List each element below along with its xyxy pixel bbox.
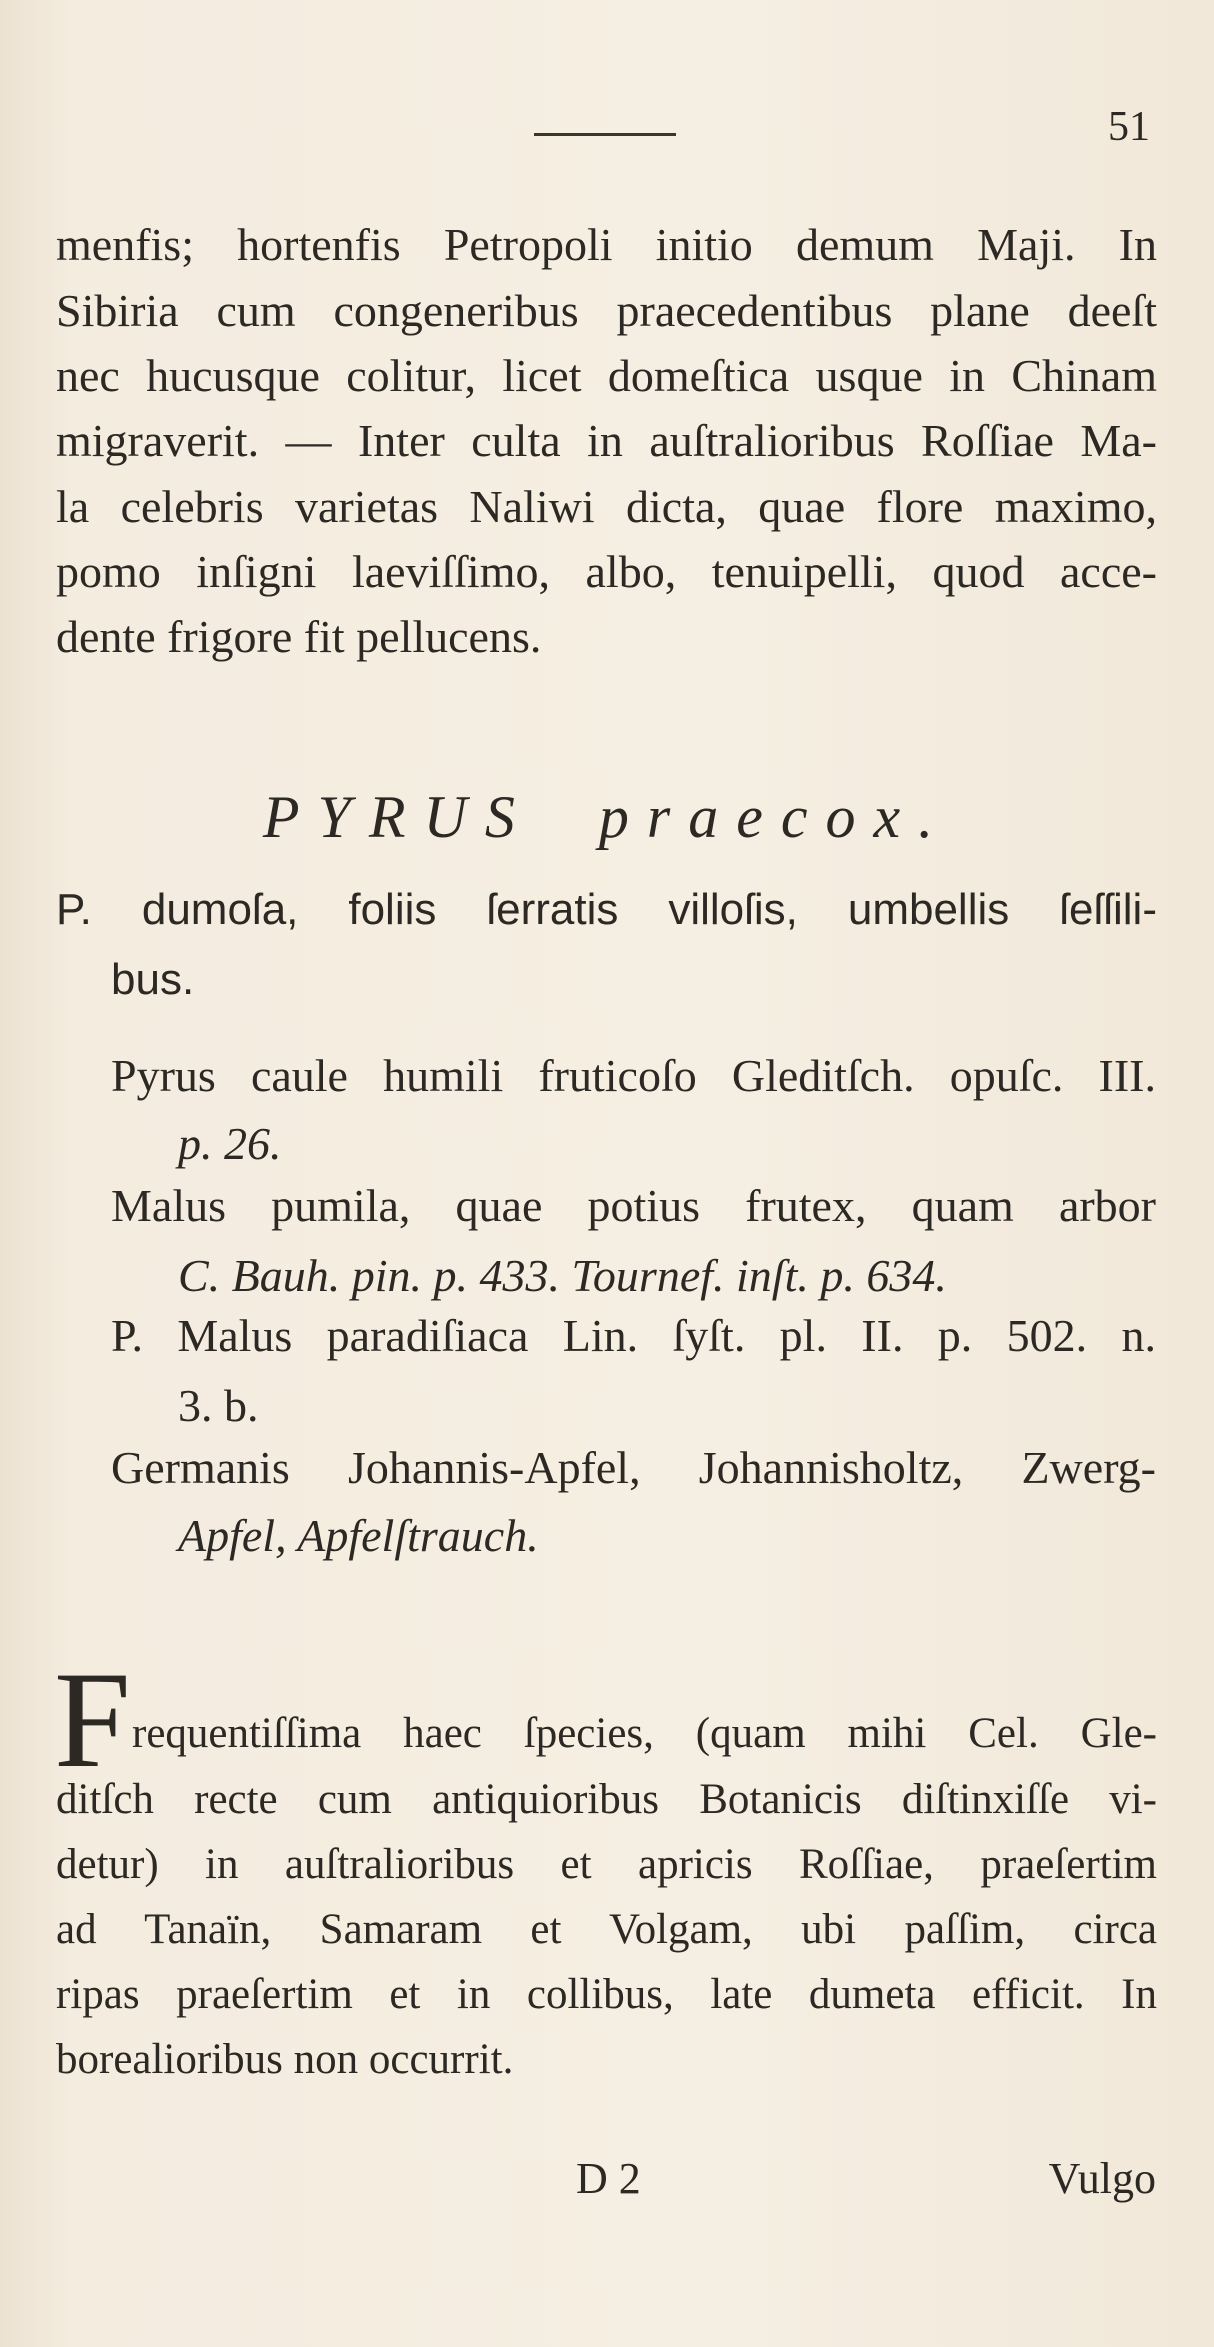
paragraph-line: ad Tanaïn, Samaram et Volgam, ubi paſſim, circa [56, 1906, 1157, 1953]
species-epithet: praecox. [598, 784, 952, 850]
text-line: nec hucusque colitur, licet domeſtica usque in Chinam [56, 350, 1157, 401]
text-line: la celebris varietas Naliwi dicta, quae flore maximo, [56, 481, 1157, 532]
paragraph-line: ripas praeſertim et in collibus, late dumeta efficit. In [56, 1971, 1157, 2018]
paragraph-line: ditſch recte cum antiquioribus Botanicis diſtinxiſſe vi- [56, 1776, 1157, 1823]
drop-cap: F [54, 1643, 131, 1796]
paragraph-line: requentiſſima haec ſpecies, (quam mihi Cel. Gle- [132, 1710, 1157, 1757]
diagnosis-line: bus. [111, 955, 195, 1004]
genus-name: PYRUS [262, 784, 533, 850]
synonym-line: 3. b. [178, 1380, 259, 1431]
synonym-line: Pyrus caule humili fruticoſo Gleditſch. opuſc. III. [111, 1050, 1156, 1101]
signature-mark: D 2 [576, 2154, 641, 2203]
text-line: migraverit. — Inter culta in auſtralioribus Roſſiae Ma- [56, 415, 1157, 466]
header-rule [534, 133, 676, 136]
paragraph-line: detur) in auſtralioribus et apricis Roſſiae, praeſertim [56, 1841, 1157, 1888]
synonym-line: C. Bauh. pin. p. 433. Tournef. inſt. p. 634. [178, 1250, 947, 1301]
text-line: pomo inſigni laeviſſimo, albo, tenuipelli, quod acce- [56, 546, 1157, 597]
text-line: Sibiria cum congeneribus praecedentibus plane deeſt [56, 285, 1157, 336]
synonym-line: Apfel, Apfelſtrauch. [178, 1510, 539, 1561]
text-line: dente frigore fit pellucens. [56, 611, 542, 662]
paragraph-line: borealioribus non occurrit. [56, 2036, 514, 2083]
synonym-line: p. 26. [178, 1118, 282, 1169]
text-line: menfis; hortenfis Petropoli initio demum Maji. In [56, 219, 1157, 270]
synonym-line: Malus pumila, quae potius frutex, quam arbor [111, 1180, 1156, 1231]
page-number: 51 [1108, 104, 1150, 150]
synonym-line: P. Malus paradiſiaca Lin. ſyſt. pl. II. p. 502. n. [111, 1310, 1156, 1361]
diagnosis-line: P. dumoſa, foliis ſerratis villoſis, umbellis ſeſſili- [56, 885, 1157, 934]
catchword: Vulgo [1048, 2154, 1156, 2203]
synonym-line: Germanis Johannis-Apfel, Johannisholtz, Zwerg- [111, 1442, 1156, 1493]
species-heading [0, 784, 1214, 850]
